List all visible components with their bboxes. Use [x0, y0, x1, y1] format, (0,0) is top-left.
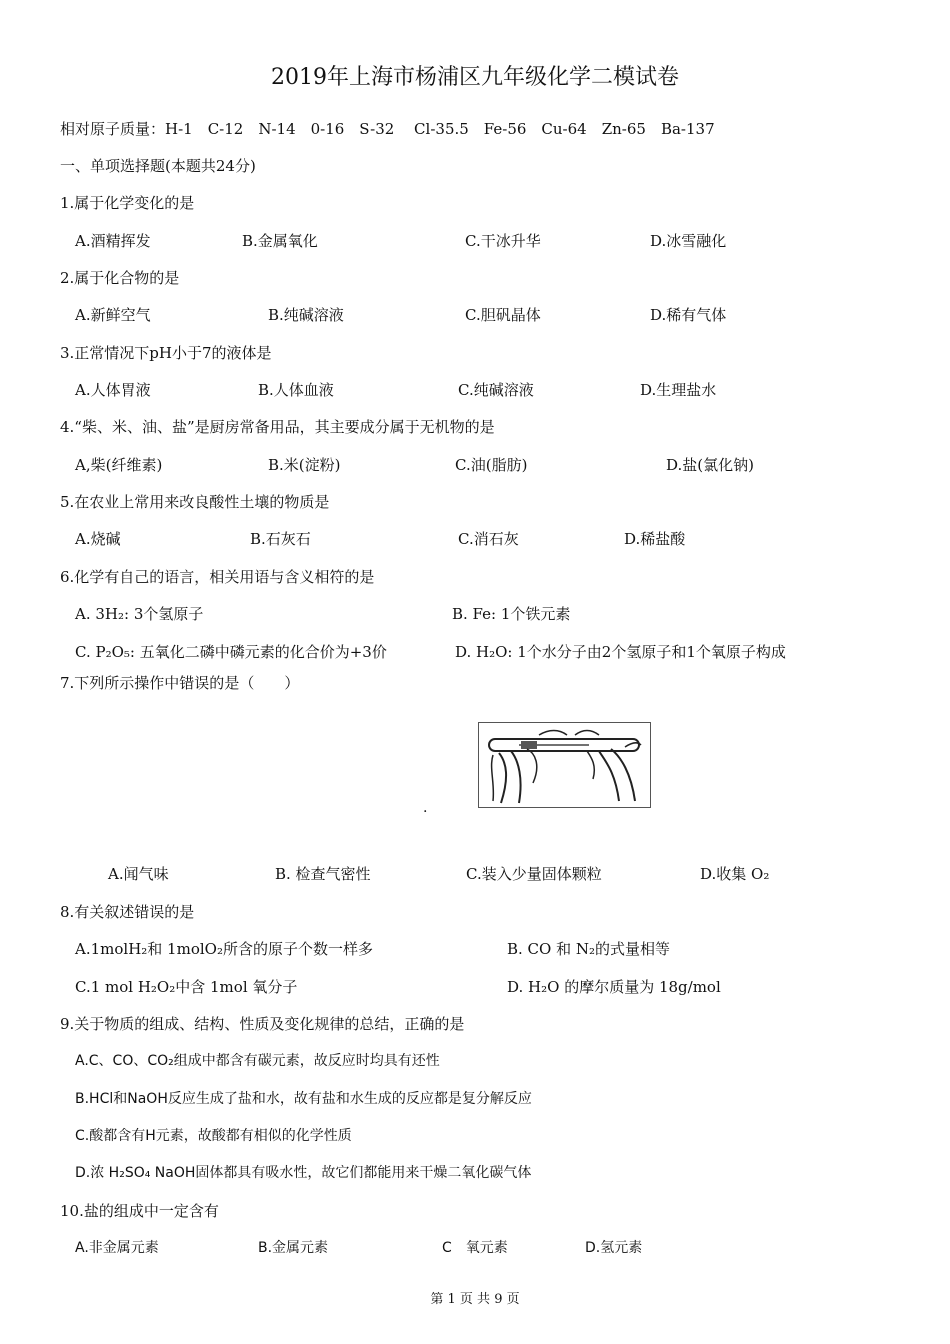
option: A.闻气味	[108, 865, 169, 883]
option: C.干冰升华	[465, 232, 541, 250]
option: D. H₂O 的摩尔质量为 18g/mol	[507, 978, 721, 996]
atomic-mass-line: 相对原子质量：H-1 C-12 N-14 0-16 S-32 Cl-35.5 Fe-56 Cu-64 Zn-65 Ba-137	[60, 120, 715, 138]
option: A. 3H₂: 3个氢原子	[75, 605, 204, 623]
option: B.人体血液	[258, 381, 334, 399]
option: C.消石灰	[458, 530, 519, 548]
option: B.金属元素	[258, 1240, 329, 1256]
option: B.石灰石	[250, 530, 311, 548]
page-title: 2019年上海市杨浦区九年级化学二模试卷	[271, 65, 679, 90]
question-stem: 5.在农业上常用来改良酸性土壤的物质是	[60, 493, 330, 511]
option: B.米(淀粉)	[268, 456, 341, 474]
option: D.盐(氯化钠)	[666, 456, 754, 474]
figure-dot: .	[423, 800, 428, 816]
option: C 氧元素	[442, 1240, 508, 1256]
option: B.纯碱溶液	[268, 306, 344, 324]
option: B.金属氧化	[242, 232, 318, 250]
option: A.酒精挥发	[75, 232, 151, 250]
hands-holding-test-tube-icon	[479, 723, 650, 807]
option: A.非金属元素	[75, 1240, 159, 1256]
question-stem: 10.盐的组成中一定含有	[60, 1202, 219, 1220]
option: C.酸都含有H元素，故酸都有相似的化学性质	[75, 1128, 352, 1144]
question-stem: 3.正常情况下pH小于7的液体是	[60, 344, 272, 362]
question-stem: 4.“柴、米、油、盐”是厨房常备用品，其主要成分属于无机物的是	[60, 418, 495, 436]
question-stem: 9.关于物质的组成、结构、性质及变化规律的总结，正确的是	[60, 1015, 465, 1033]
option: D. H₂O: 1个水分子由2个氢原子和1个氧原子构成	[455, 643, 786, 661]
option: D.氢元素	[585, 1240, 643, 1256]
option: A,柴(纤维素)	[75, 456, 163, 474]
option: A.人体胃液	[75, 381, 151, 399]
option: C.纯碱溶液	[458, 381, 534, 399]
option: B.HCl和NaOH反应生成了盐和水，故有盐和水生成的反应都是复分解反应	[75, 1091, 532, 1107]
question-stem: 2.属于化合物的是	[60, 269, 180, 287]
question-stem: 6.化学有自己的语言，相关用语与含义相符的是	[60, 568, 375, 586]
option: A.烧碱	[75, 530, 121, 548]
question-stem: 1.属于化学变化的是	[60, 194, 195, 212]
option: C.胆矾晶体	[465, 306, 541, 324]
option: B. Fe: 1个铁元素	[452, 605, 571, 623]
option: D.稀有气体	[650, 306, 727, 324]
option: A.新鲜空气	[75, 306, 151, 324]
question-stem: 8.有关叙述错误的是	[60, 903, 195, 921]
option: C. P₂O₅: 五氧化二磷中磷元素的化合价为+3价	[75, 643, 387, 661]
option: A.1molH₂和 1molO₂所含的原子个数一样多	[75, 940, 373, 958]
option: D.稀盐酸	[624, 530, 686, 548]
option: C.1 mol H₂O₂中含 1mol 氧分子	[75, 978, 298, 996]
option: B. CO 和 N₂的式量相等	[507, 940, 671, 958]
option: D.生理盐水	[640, 381, 717, 399]
option: C.装入少量固体颗粒	[466, 865, 602, 883]
question-stem: 7.下列所示操作中错误的是（ ）	[60, 674, 300, 692]
option: C.油(脂肪)	[455, 456, 528, 474]
page-footer: 第 1 页 共 9 页	[430, 1292, 520, 1307]
test-tube-figure	[478, 722, 651, 808]
option: D.收集 O₂	[700, 865, 770, 883]
option: D.浓 H₂SO₄ NaOH固体都具有吸水性，故它们都能用来干燥二氧化碳气体	[75, 1165, 532, 1181]
option: B. 检查气密性	[275, 865, 371, 883]
option: A.C、CO、CO₂组成中都含有碳元素，故反应时均具有还性	[75, 1053, 440, 1069]
section-heading: 一、单项选择题(本题共24分)	[60, 157, 256, 175]
option: D.冰雪融化	[650, 232, 727, 250]
